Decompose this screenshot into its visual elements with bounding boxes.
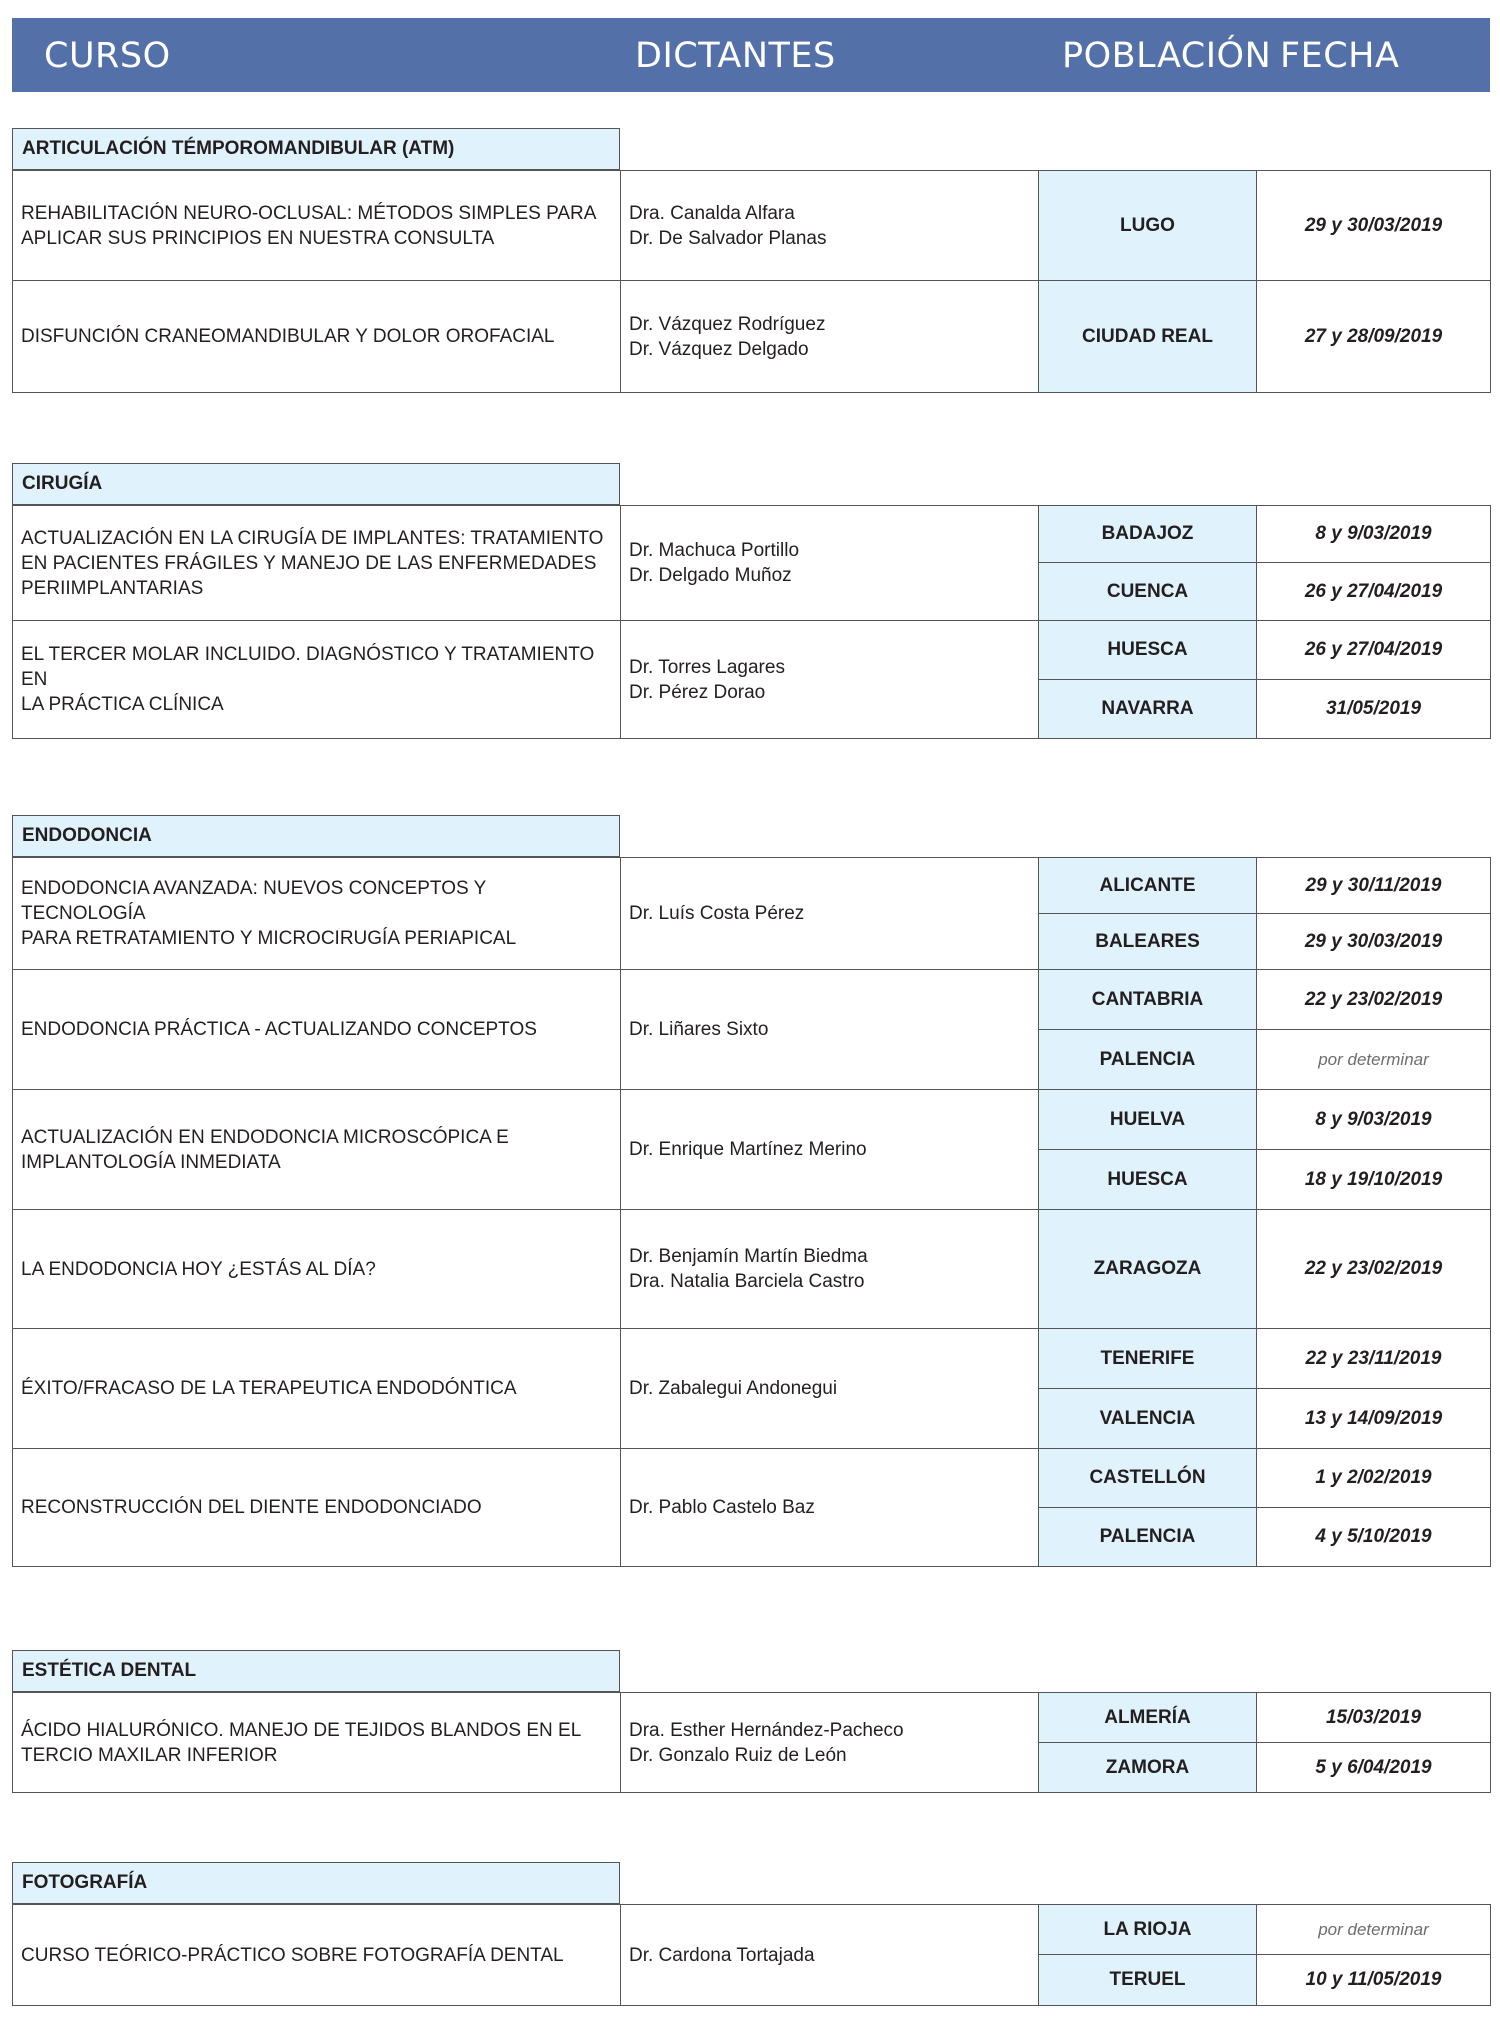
course-speakers <box>621 970 1039 1090</box>
speaker-name: Dr. Gonzalo Ruiz de León <box>629 1744 847 1766</box>
course-title-line: TERCIO MAXILAR INFERIOR <box>21 1744 278 1766</box>
course-title-line: RECONSTRUCCIÓN DEL DIENTE ENDODONCIADO <box>21 1497 482 1518</box>
table-row <box>13 281 1491 393</box>
table-row <box>13 1905 1491 1955</box>
table-row <box>13 1693 1491 1743</box>
session-date: 10 y 11/05/2019 <box>1257 1955 1491 2006</box>
speaker-name: Dr. Liñares Sixto <box>629 1019 769 1040</box>
course-speakers <box>621 171 1039 281</box>
course-speakers <box>621 1329 1039 1449</box>
category-title: CIRUGÍA <box>12 463 620 505</box>
category-title: ESTÉTICA DENTAL <box>12 1650 620 1692</box>
course-speakers <box>621 1090 1039 1210</box>
session-city: CANTABRIA <box>1039 970 1257 1030</box>
table-row <box>13 621 1491 680</box>
speaker-name: Dra. Natalia Barciela Castro <box>629 1271 865 1292</box>
course-title-line: ÉXITO/FRACASO DE LA TERAPEUTICA ENDODÓNTICA <box>21 1378 517 1399</box>
session-city: PALENCIA <box>1039 1508 1257 1567</box>
session-city: PALENCIA <box>1039 1030 1257 1090</box>
category-title: ENDODONCIA <box>12 815 620 857</box>
table-row <box>13 858 1491 914</box>
session-date: 5 y 6/04/2019 <box>1257 1743 1491 1793</box>
course-table <box>12 170 1491 393</box>
course-title-line: EL TERCER MOLAR INCLUIDO. DIAGNÓSTICO Y TRATAMIENTO EN <box>21 644 595 690</box>
session-city: ZAMORA <box>1039 1743 1257 1793</box>
session-city: ZARAGOZA <box>1039 1210 1257 1329</box>
session-city: CASTELLÓN <box>1039 1449 1257 1508</box>
course-table <box>12 1692 1491 1793</box>
category-title: ARTICULACIÓN TÉMPOROMANDIBULAR (ATM) <box>12 128 620 170</box>
table-row <box>13 1329 1491 1389</box>
course-title-line: REHABILITACIÓN NEURO-OCLUSAL: MÉTODOS SIMPLES PARA <box>21 202 597 224</box>
speaker-name: Dr. Vázquez Rodríguez <box>629 313 826 335</box>
session-date: por determinar <box>1257 1905 1491 1955</box>
course-title-line: ACTUALIZACIÓN EN LA CIRUGÍA DE IMPLANTES: TRATAMIENTO <box>21 527 604 549</box>
session-date: por determinar <box>1257 1030 1491 1090</box>
speaker-name: Dr. Enrique Martínez Merino <box>629 1139 867 1160</box>
course-title <box>13 970 621 1090</box>
course-table <box>12 505 1491 739</box>
course-title-line: DISFUNCIÓN CRANEOMANDIBULAR Y DOLOR OROFACIAL <box>21 326 555 347</box>
session-date: 22 y 23/02/2019 <box>1257 1210 1491 1329</box>
session-date: 1 y 2/02/2019 <box>1257 1449 1491 1508</box>
speaker-name: Dr. Pérez Dorao <box>629 681 766 703</box>
session-city: BADAJOZ <box>1039 506 1257 563</box>
session-city: LA RIOJA <box>1039 1905 1257 1955</box>
session-date: 31/05/2019 <box>1257 680 1491 739</box>
course-speakers <box>621 1905 1039 2006</box>
course-title-line: ENDODONCIA AVANZADA: NUEVOS CONCEPTOS Y TECNOLOGÍA <box>21 878 486 924</box>
course-speakers <box>621 621 1039 739</box>
course-title <box>13 858 621 970</box>
session-city: HUESCA <box>1039 1150 1257 1210</box>
course-title-line: PERIIMPLANTARIAS <box>21 577 204 599</box>
session-date: 22 y 23/02/2019 <box>1257 970 1491 1030</box>
speaker-name: Dr. Vázquez Delgado <box>629 338 809 360</box>
header-curso: CURSO <box>44 36 171 76</box>
course-speakers <box>621 1210 1039 1329</box>
session-city: CUENCA <box>1039 563 1257 621</box>
speaker-name: Dr. Cardona Tortajada <box>629 1944 815 1966</box>
speaker-name: Dra. Canalda Alfara <box>629 202 795 224</box>
session-date: 15/03/2019 <box>1257 1693 1491 1743</box>
session-city: CIUDAD REAL <box>1039 281 1257 393</box>
speaker-name: Dr. Machuca Portillo <box>629 540 800 561</box>
header-fecha: FECHA <box>1280 36 1400 76</box>
course-title <box>13 1210 621 1329</box>
course-title <box>13 1905 621 2006</box>
session-city: BALEARES <box>1039 914 1257 970</box>
category-title: FOTOGRAFÍA <box>12 1862 620 1904</box>
course-speakers <box>621 1693 1039 1793</box>
session-city: NAVARRA <box>1039 680 1257 739</box>
session-date: 29 y 30/03/2019 <box>1257 171 1491 281</box>
speaker-name: Dr. Benjamín Martín Biedma <box>629 1246 868 1267</box>
course-title <box>13 1693 621 1793</box>
session-date: 8 y 9/03/2019 <box>1257 1090 1491 1150</box>
table-row <box>13 1090 1491 1150</box>
table-row <box>13 171 1491 281</box>
session-city: ALICANTE <box>1039 858 1257 914</box>
course-title <box>13 1090 621 1210</box>
speaker-name: Dr. Delgado Muñoz <box>629 565 792 586</box>
column-header-bar <box>12 18 1490 92</box>
speaker-name: Dr. Luís Costa Pérez <box>629 903 805 924</box>
course-title-line: LA ENDODONCIA HOY ¿ESTÁS AL DÍA? <box>21 1258 376 1280</box>
course-table <box>12 1904 1491 2006</box>
speaker-name: Dr. Pablo Castelo Baz <box>629 1497 815 1518</box>
table-row <box>13 1449 1491 1508</box>
speaker-name: Dr. Zabalegui Andonegui <box>629 1378 838 1399</box>
speaker-name: Dr. Torres Lagares <box>629 656 785 678</box>
session-date: 27 y 28/09/2019 <box>1257 281 1491 393</box>
session-date: 8 y 9/03/2019 <box>1257 506 1491 563</box>
session-city: TENERIFE <box>1039 1329 1257 1389</box>
course-speakers <box>621 1449 1039 1567</box>
table-row <box>13 970 1491 1030</box>
course-title-line: ÁCIDO HIALURÓNICO. MANEJO DE TEJIDOS BLANDOS EN EL <box>21 1719 582 1741</box>
course-title-line: ENDODONCIA PRÁCTICA - ACTUALIZANDO CONCEPTOS <box>21 1019 537 1040</box>
session-city: HUELVA <box>1039 1090 1257 1150</box>
session-date: 26 y 27/04/2019 <box>1257 621 1491 680</box>
session-city: TERUEL <box>1039 1955 1257 2006</box>
course-title-line: EN PACIENTES FRÁGILES Y MANEJO DE LAS ENFERMEDADES <box>21 552 597 574</box>
course-title <box>13 621 621 739</box>
session-city: LUGO <box>1039 171 1257 281</box>
session-city: ALMERÍA <box>1039 1693 1257 1743</box>
course-title <box>13 171 621 281</box>
course-title-line: IMPLANTOLOGÍA INMEDIATA <box>21 1151 281 1173</box>
course-title-line: PARA RETRATAMIENTO Y MICROCIRUGÍA PERIAPICAL <box>21 928 517 949</box>
session-city: VALENCIA <box>1039 1389 1257 1449</box>
speaker-name: Dr. De Salvador Planas <box>629 227 827 249</box>
course-title-line: LA PRÁCTICA CLÍNICA <box>21 694 224 715</box>
session-city: HUESCA <box>1039 621 1257 680</box>
course-table <box>12 857 1491 1567</box>
session-date: 4 y 5/10/2019 <box>1257 1508 1491 1567</box>
course-title-line: ACTUALIZACIÓN EN ENDODONCIA MICROSCÓPICA E <box>21 1126 509 1148</box>
speaker-name: Dra. Esther Hernández-Pacheco <box>629 1719 904 1741</box>
course-title <box>13 1329 621 1449</box>
session-date: 29 y 30/03/2019 <box>1257 914 1491 970</box>
header-dictantes: DICTANTES <box>635 36 836 76</box>
course-title <box>13 281 621 393</box>
course-title <box>13 1449 621 1567</box>
course-title <box>13 506 621 621</box>
course-speakers <box>621 506 1039 621</box>
table-row <box>13 506 1491 563</box>
course-title-line: APLICAR SUS PRINCIPIOS EN NUESTRA CONSULTA <box>21 227 495 249</box>
session-date: 22 y 23/11/2019 <box>1257 1329 1491 1389</box>
course-speakers <box>621 858 1039 970</box>
course-speakers <box>621 281 1039 393</box>
session-date: 29 y 30/11/2019 <box>1257 858 1491 914</box>
table-row <box>13 1210 1491 1329</box>
session-date: 13 y 14/09/2019 <box>1257 1389 1491 1449</box>
session-date: 18 y 19/10/2019 <box>1257 1150 1491 1210</box>
session-date: 26 y 27/04/2019 <box>1257 563 1491 621</box>
header-poblacion: POBLACIÓN <box>1062 36 1272 76</box>
course-title-line: CURSO TEÓRICO-PRÁCTICO SOBRE FOTOGRAFÍA DENTAL <box>21 1944 564 1966</box>
